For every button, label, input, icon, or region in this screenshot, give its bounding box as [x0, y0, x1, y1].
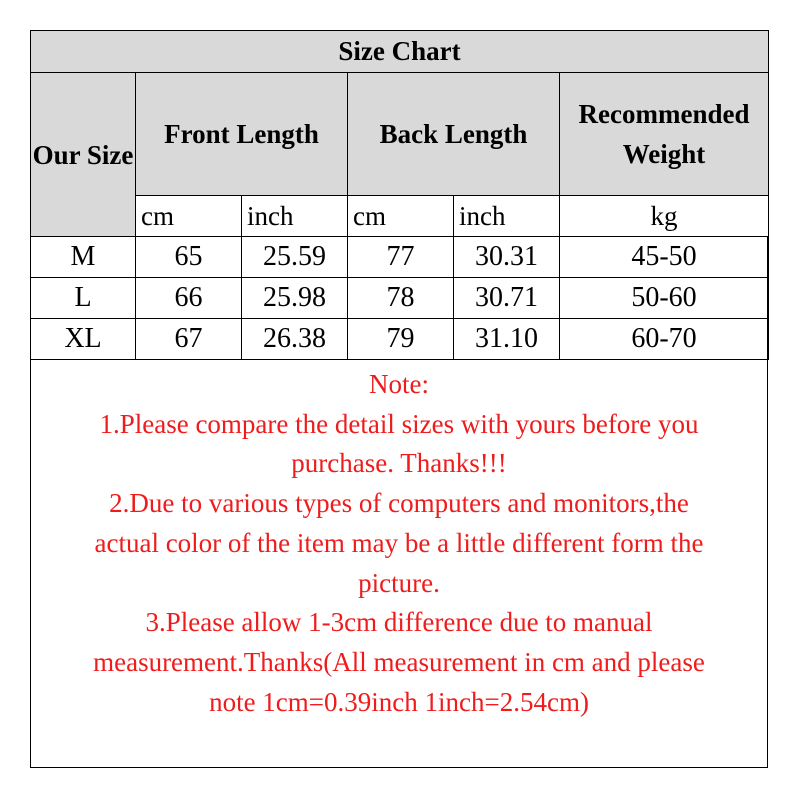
header-row [31, 73, 769, 196]
size-cell: XL [31, 319, 136, 360]
note-line: note 1cm=0.39inch 1inch=2.54cm) [209, 686, 589, 717]
unit-front-cm: cm [136, 196, 242, 237]
back-inch-cell: 30.71 [454, 278, 560, 319]
size-chart [30, 30, 768, 768]
weight-cell: 45-50 [560, 237, 769, 278]
unit-back-cm: cm [348, 196, 454, 237]
weight-cell: 50-60 [560, 278, 769, 319]
size-cell: L [31, 278, 136, 319]
header-back-length: Back Length [348, 73, 560, 196]
header-our-size: Our Size [31, 73, 136, 237]
table-row [31, 278, 769, 319]
units-row [31, 196, 769, 237]
header-recommended-weight: Recommended Weight [560, 73, 769, 196]
note-line: picture. [358, 567, 440, 598]
front-inch-cell: 25.59 [242, 237, 348, 278]
unit-front-inch: inch [242, 196, 348, 237]
chart-title: Size Chart [31, 31, 769, 73]
back-cm-cell: 78 [348, 278, 454, 319]
note-line: 2.Due to various types of computers and monitors,the [109, 488, 689, 519]
unit-weight-kg: kg [560, 196, 769, 237]
front-cm-cell: 66 [136, 278, 242, 319]
table-row [31, 237, 769, 278]
size-table [30, 30, 769, 360]
back-inch-cell: 31.10 [454, 319, 560, 360]
notes-block [31, 365, 767, 722]
front-cm-cell: 65 [136, 237, 242, 278]
note-line: 3.Please allow 1-3cm difference due to manual [145, 607, 653, 638]
front-inch-cell: 25.98 [242, 278, 348, 319]
header-front-length: Front Length [136, 73, 348, 196]
front-inch-cell: 26.38 [242, 319, 348, 360]
note-line: actual color of the item may be a little different form the [94, 527, 704, 558]
back-inch-cell: 30.31 [454, 237, 560, 278]
table-row [31, 319, 769, 360]
unit-back-inch: inch [454, 196, 560, 237]
note-heading: Note: [369, 369, 429, 399]
weight-cell: 60-70 [560, 319, 769, 360]
front-cm-cell: 67 [136, 319, 242, 360]
note-line: purchase. Thanks!!! [291, 448, 507, 479]
note-line: 1.Please compare the detail sizes with yours before you [99, 408, 699, 439]
back-cm-cell: 79 [348, 319, 454, 360]
back-cm-cell: 77 [348, 237, 454, 278]
title-row [31, 31, 769, 73]
note-line: measurement.Thanks(All measurement in cm and please [93, 646, 705, 677]
size-cell: M [31, 237, 136, 278]
